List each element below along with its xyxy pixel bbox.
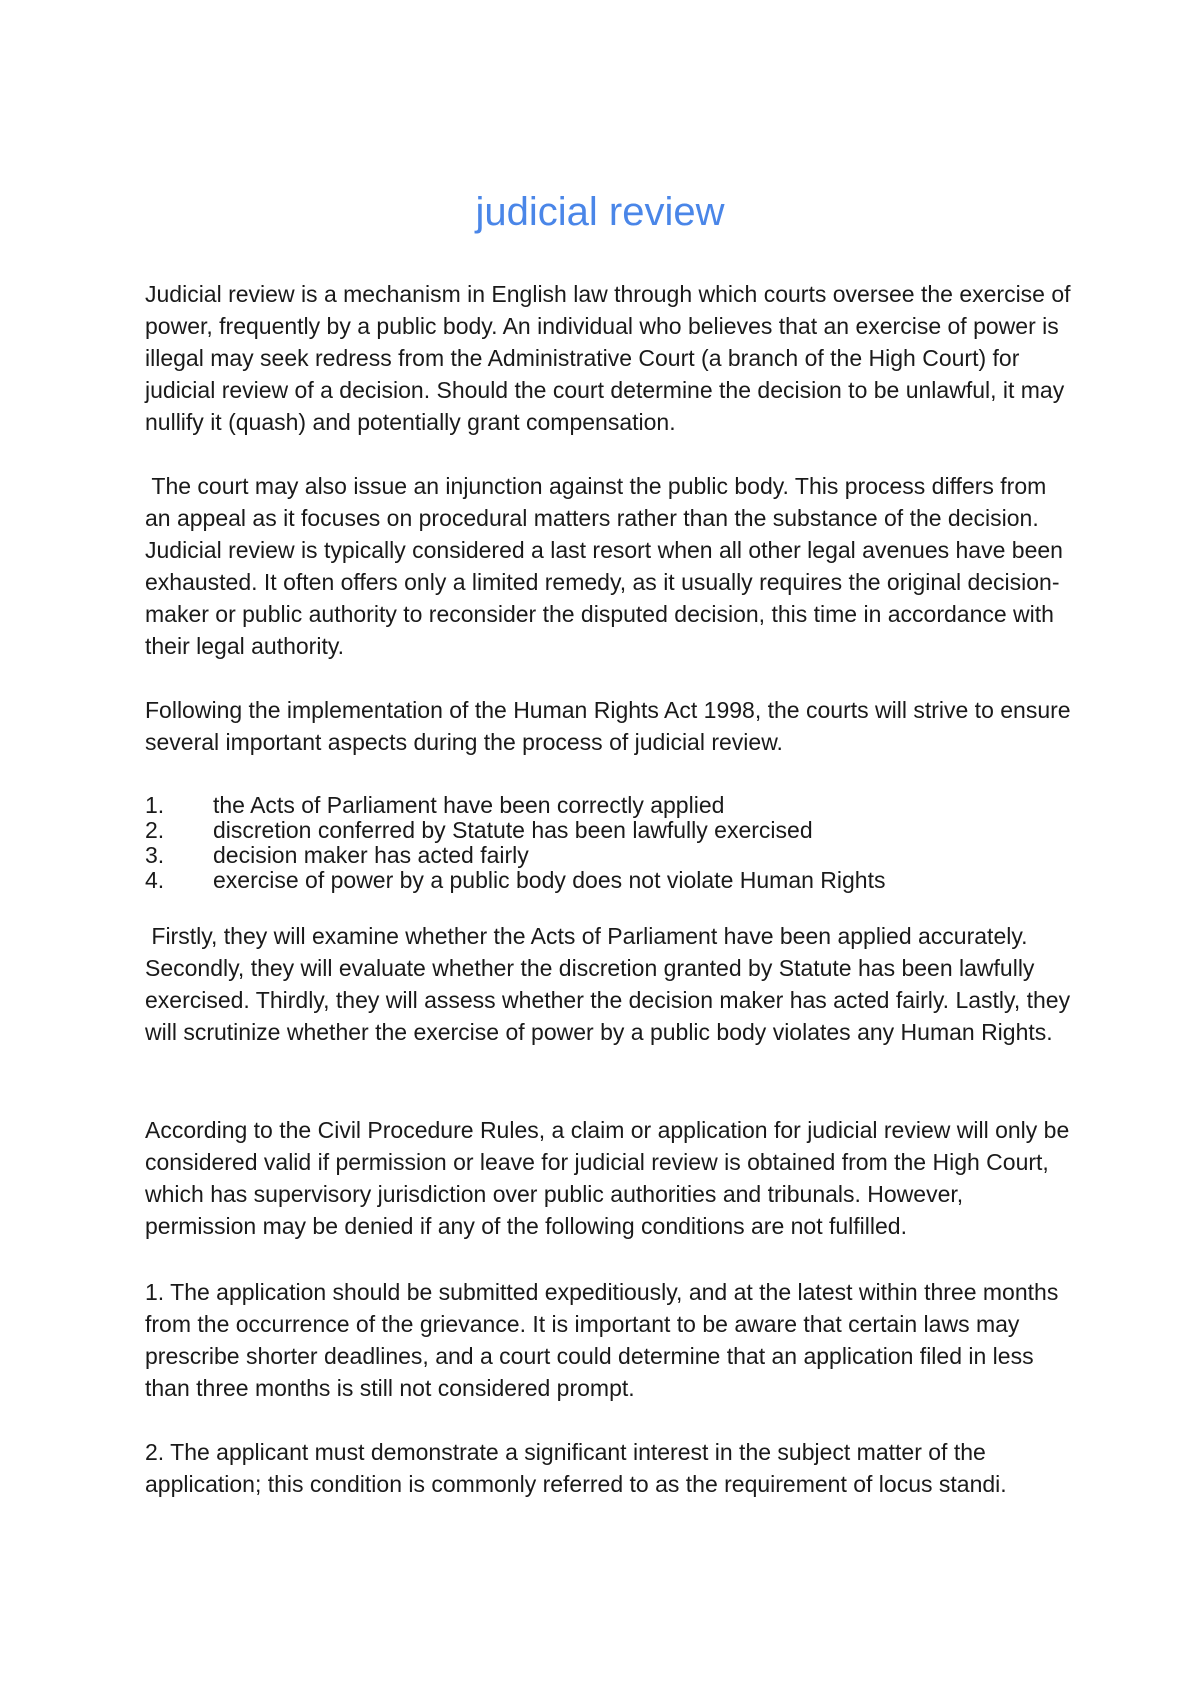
list-item-number: 3. (145, 842, 165, 868)
paragraph-condition-2: 2. The applicant must demonstrate a significant interest in the subject matter of the application; this condition is commonly referred to as the requirement of locus standi. (145, 1439, 1007, 1497)
paragraph-civil-procedure: According to the Civil Procedure Rules, a claim or application for judicial review will only be considered valid if permission or leave for judicial review is obtained from the High Court, which has supervisory jurisdiction over public authorities and tribunals. However, permission may be denied if any of the following conditions are not fulfilled. (145, 1117, 1070, 1239)
paragraph-injunction: The court may also issue an injunction against the public body. This process differs from an appeal as it focuses on procedural matters rather than the substance of the decision. Judicial review is typically considered a last resort when all other legal avenues have been exhausted. It often offers only a limited remedy, as it usually requires the original decision-maker or public authority to reconsider the disputed decision, this time in accordance with their legal authority. (145, 473, 1070, 659)
list-item-number: 1. (145, 792, 165, 818)
paragraph-examination: Firstly, they will examine whether the Acts of Parliament have been applied accurately. Secondly, they will evaluate whether the discretion granted by Statute has been lawfully exercised. Thirdly, they will assess whether the decision maker has acted fairly. Lastly, they will scrutinize whether the exercise of power by a public body violates any Human Rights. (145, 923, 1077, 1045)
list-item-number: 4. (145, 867, 165, 893)
document-title: judicial review (475, 190, 725, 234)
list-item-text: exercise of power by a public body does not violate Human Rights (213, 867, 886, 893)
paragraph-human-rights-act: Following the implementation of the Human Rights Act 1998, the courts will strive to ensure several important aspects during the process of judicial review. (145, 697, 1071, 755)
aspects-list (145, 793, 1075, 893)
list-item-number: 2. (145, 817, 165, 843)
paragraph-condition-1: 1. The application should be submitted expeditiously, and at the latest within three months from the occurrence of the grievance. It is important to be aware that certain laws may prescribe shorter deadlines, and a court could determine that an application filed in less than three months is still not considered prompt. (145, 1279, 1059, 1401)
list-item (145, 843, 1075, 868)
list-item-text: the Acts of Parliament have been correctly applied (213, 792, 725, 818)
list-item-text: discretion conferred by Statute has been lawfully exercised (213, 817, 813, 843)
list-item (145, 868, 1075, 893)
list-item-text: decision maker has acted fairly (213, 842, 529, 868)
list-item (145, 793, 1075, 818)
paragraph-intro: Judicial review is a mechanism in English law through which courts oversee the exercise of power, frequently by a public body. An individual who believes that an exercise of power is illegal may seek redress from the Administrative Court (a branch of the High Court) for judicial review of a decision. Should the court determine the decision to be unlawful, it may nullify it (quash) and potentially grant compensation. (145, 281, 1071, 435)
list-item (145, 818, 1075, 843)
